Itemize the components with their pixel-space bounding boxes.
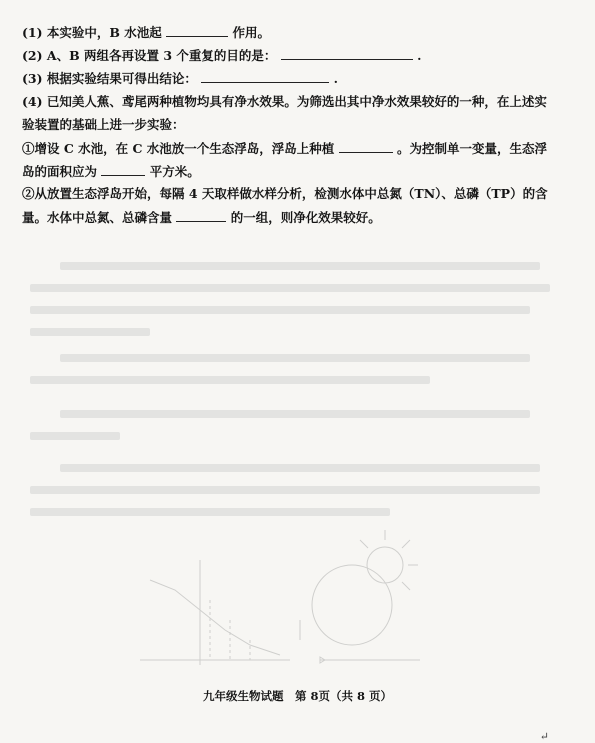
question-2-text: (2) A、B 两组各再设置 3 个重复的目的是： — [22, 48, 277, 63]
page-footer: 九年级生物试题 第 8页（共 8 页） — [202, 689, 392, 703]
question-2: (2) A、B 两组各再设置 3 个重复的目的是： . — [22, 48, 422, 63]
return-mark: ↵ — [539, 730, 549, 743]
question-4-sub1-line1: ①增设 C 水池，在 C 水池放一个生态浮岛，浮岛上种植 。为控制单一变量，生态浮 — [22, 141, 548, 156]
question-1-tail: 作用。 — [232, 25, 271, 40]
question-3: (3) 根据实验结果可得出结论： . — [22, 71, 338, 86]
question-1-text: (1) 本实验中，B 水池起 — [22, 25, 162, 40]
question-4-line2: 验装置的基础上进一步实验： — [22, 117, 185, 132]
question-4-sub1-line2: 岛的面积应为 平方米。 — [22, 164, 200, 179]
question-4-sub2-line1: ②从放置生态浮岛开始，每隔 4 天取样做水样分析，检测水体中总氮（TN）、总磷（TP）的含 — [22, 186, 548, 201]
question-4-sub2-line2: 量。水体中总氮、总磷含量 的一组，则净化效果较好。 — [22, 210, 381, 225]
question-4-line1: (4) 已知美人蕉、鸢尾两种植物均具有净水效果。为筛选出其中净水效果较好的一种，在上述实 — [22, 94, 547, 109]
question-3-text: (3) 根据实验结果可得出结论： — [22, 71, 197, 86]
